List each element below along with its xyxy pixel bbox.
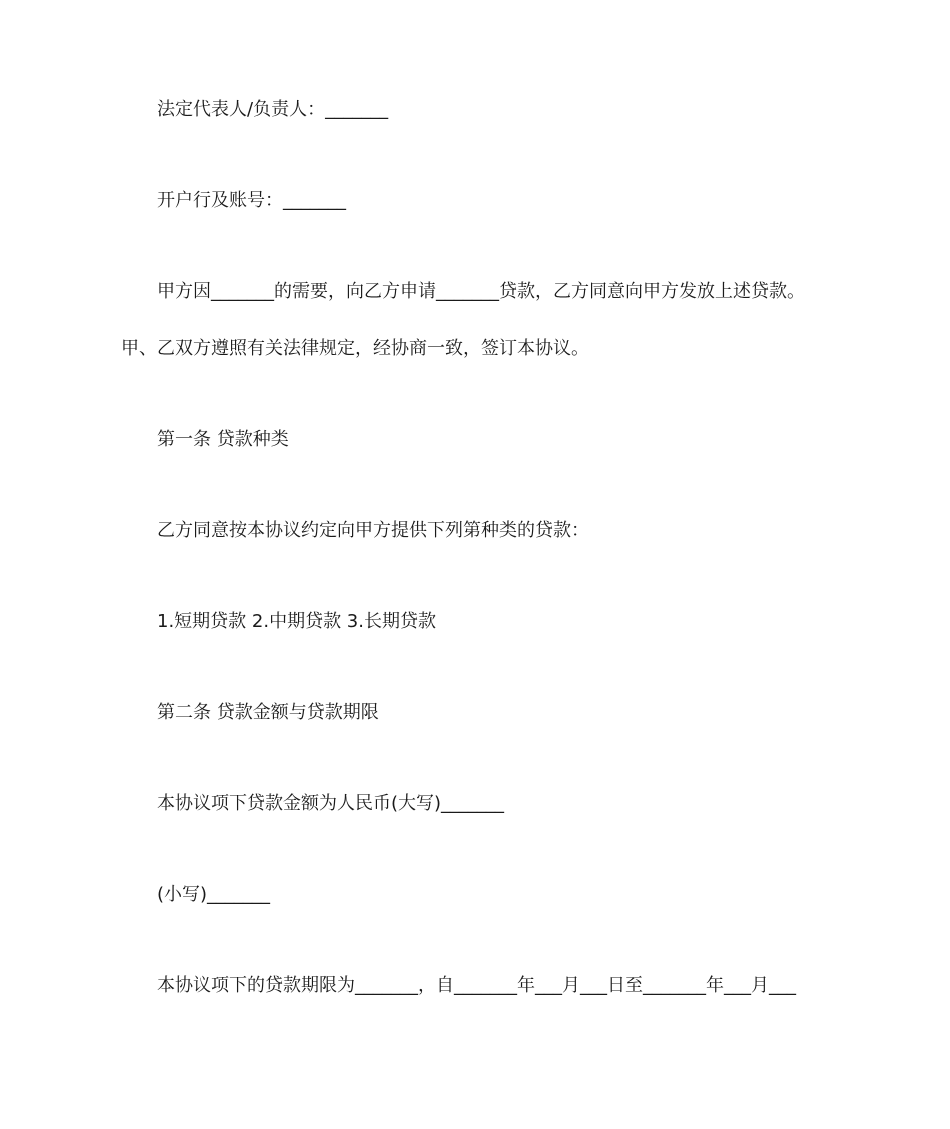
loan-amount-lowercase-line: (小写)_______ [157, 884, 271, 905]
loan-request-line: 甲方因_______的需要，向乙方申请_______贷款，乙方同意向甲方发放上述贷款。 [157, 281, 805, 302]
loan-amount-uppercase-line: 本协议项下贷款金额为人民币(大写)_______ [157, 793, 505, 814]
bank-account-line: 开户行及账号：_______ [157, 190, 346, 211]
legal-representative-line: 法定代表人/负责人：_______ [157, 99, 389, 120]
article-two-heading: 第二条 贷款金额与贷款期限 [157, 702, 379, 723]
loan-type-intro-line: 乙方同意按本协议约定向甲方提供下列第种类的贷款： [157, 520, 589, 541]
loan-type-options-line: 1.短期贷款 2.中期贷款 3.长期贷款 [157, 611, 436, 632]
loan-term-line: 本协议项下的贷款期限为_______，自_______年___月___日至_______年___月___ [157, 975, 796, 996]
agreement-basis-line: 甲、乙双方遵照有关法律规定，经协商一致，签订本协议。 [121, 338, 589, 359]
article-one-heading: 第一条 贷款种类 [157, 429, 289, 450]
